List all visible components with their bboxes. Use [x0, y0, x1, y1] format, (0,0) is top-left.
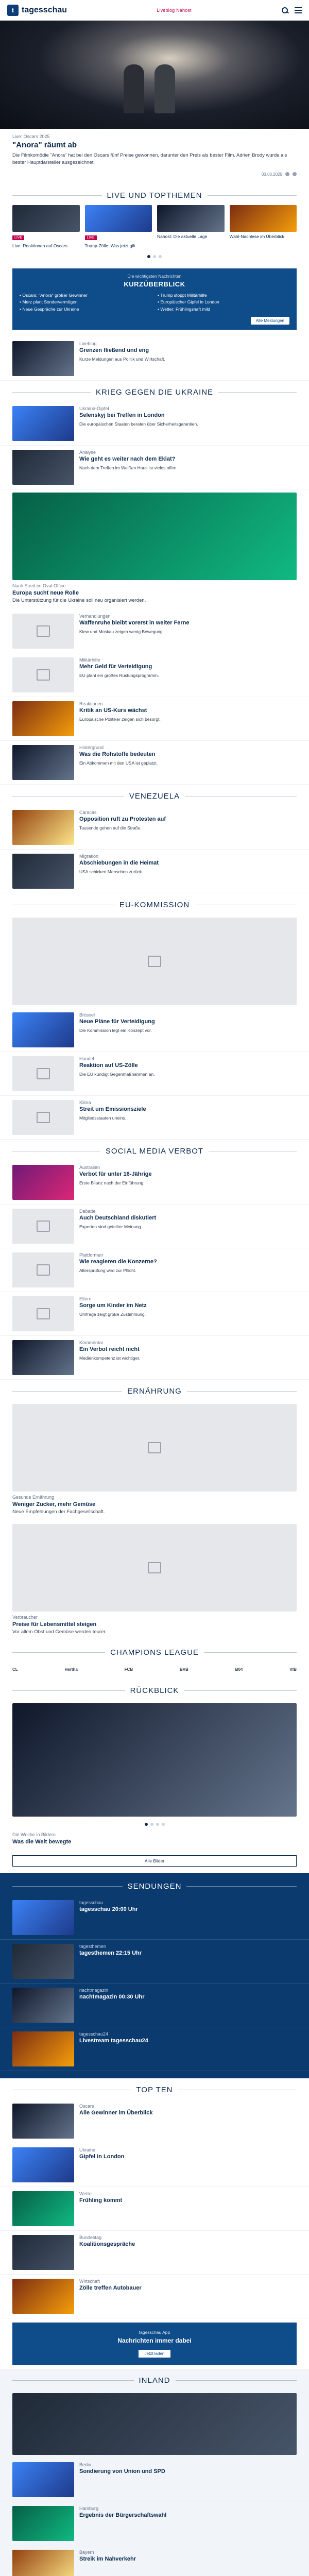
broadcast-thumbnail: [12, 1944, 74, 1979]
club-logo[interactable]: FCB: [124, 1667, 133, 1672]
image-placeholder-icon: [12, 614, 74, 649]
article-topline: Berlin: [79, 2462, 92, 2468]
article-topline: Caracas: [79, 810, 97, 816]
hero-teaser: Die Filmkomödie "Anora" hat bei den Oscars fünf Preise gewonnen, darunter den Preis als bester Film. Adrien Brody wurde als bester Hauptdarsteller ausgezeichnet.: [12, 152, 287, 166]
article-item[interactable]: [0, 1052, 309, 1096]
live-carousel: [0, 205, 309, 252]
club-logos: [0, 1662, 309, 1679]
article-headline[interactable]: Auch Deutschland diskutiert: [79, 1215, 157, 1222]
hero-topline: Live: Oscars 2025: [12, 134, 50, 139]
article-teaser: Altersprüfung wird zur Pflicht.: [79, 1268, 136, 1274]
article-headline[interactable]: Sondierung von Union und SPD: [79, 2468, 165, 2475]
image-placeholder-icon: [12, 1524, 297, 1612]
article-headline[interactable]: Was die Rohstoffe bedeuten: [79, 751, 156, 758]
app-promo-box: [12, 2323, 297, 2365]
article-headline[interactable]: Abschiebungen in die Heimat: [79, 860, 159, 867]
featured-article[interactable]: [0, 1615, 309, 1641]
article-item[interactable]: [0, 446, 309, 489]
bookmark-icon[interactable]: [293, 172, 297, 176]
live-card-image: [12, 205, 80, 232]
article-topline: Verbraucher: [12, 1615, 38, 1620]
featured-article[interactable]: [0, 583, 309, 609]
top-topline: Oscars: [79, 2104, 94, 2109]
club-logo[interactable]: VfB: [289, 1667, 297, 1672]
article-teaser: Kiew und Moskau zeigen wenig Bewegung.: [79, 629, 164, 635]
top-navigation-bar: [0, 0, 309, 21]
article-item[interactable]: [0, 653, 309, 697]
hero-date: 03.03.2025: [261, 172, 282, 177]
article-item[interactable]: [0, 1205, 309, 1248]
section-rueckblick: [0, 1679, 309, 1700]
top-thumbnail: [12, 2279, 74, 2314]
article-item[interactable]: [0, 337, 309, 381]
broadcast-topline: tagesschau: [79, 1900, 104, 1906]
logo-text: tagesschau: [22, 5, 67, 14]
top-topline: Wetter: [79, 2191, 93, 2197]
section-title: SENDUNGEN: [127, 1882, 182, 1891]
broadcast-title[interactable]: Livestream tagesschau24: [79, 2038, 148, 2044]
article-headline[interactable]: Opposition ruft zu Protesten auf: [79, 816, 166, 823]
article-teaser: Die europäischen Staaten beraten über Sicherheitsgarantien.: [79, 421, 198, 427]
article-item[interactable]: [0, 1292, 309, 1336]
broadcast-topline: nachtmagazin: [79, 1988, 109, 1993]
article-headline[interactable]: Weniger Zucker, mehr Gemüse: [12, 1501, 96, 1508]
logo-mark: t: [7, 5, 19, 16]
kurz-item[interactable]: • Oscars: "Anora" großer Gewinner: [20, 292, 151, 299]
article-item[interactable]: [0, 741, 309, 785]
article-headline[interactable]: Mehr Geld für Verteidigung: [79, 664, 152, 670]
kurz-item[interactable]: • Trump stoppt Militärhilfe: [158, 292, 289, 299]
club-logo[interactable]: CL: [12, 1667, 18, 1672]
live-card[interactable]: [12, 205, 80, 249]
article-headline[interactable]: Sorge um Kinder im Netz: [79, 1302, 147, 1309]
kurz-title: KURZÜBERBLICK: [124, 280, 185, 288]
article-teaser: Die Kommission legt ein Konzept vor.: [79, 1028, 152, 1033]
top-headline[interactable]: Frühling kommt: [79, 2197, 123, 2204]
live-card-image: [85, 205, 152, 232]
article-teaser: Kurze Meldungen aus Politik und Wirtschaft.: [79, 357, 165, 362]
featured-image[interactable]: [12, 2393, 297, 2455]
top-headline[interactable]: Zölle treffen Autobauer: [79, 2285, 142, 2292]
broadcast-topline: tagesthemen: [79, 1944, 107, 1950]
article-topline: Plattformen: [79, 1252, 104, 1258]
top-headline[interactable]: Alle Gewinner im Überblick: [79, 2110, 153, 2116]
broadcast-item[interactable]: [0, 1896, 309, 1940]
article-thumbnail: [12, 854, 74, 889]
article-topline: Militärhilfe: [79, 657, 100, 663]
section-title: ERNÄHRUNG: [127, 1387, 182, 1396]
article-topline: Reaktionen: [79, 701, 103, 707]
article-thumbnail: [12, 450, 74, 485]
article-teaser: Mitgliedsstaaten uneins.: [79, 1115, 127, 1121]
section-sendungen: [0, 1873, 309, 2078]
kurz-item[interactable]: • Neue Gespräche zur Ukraine: [20, 306, 151, 313]
article-teaser: Nach dem Treffen im Weißen Haus ist vieles offen.: [79, 465, 178, 471]
article-headline[interactable]: Wie geht es weiter nach dem Eklat?: [79, 456, 176, 463]
article-topline: Kommentar: [79, 1340, 104, 1346]
article-item[interactable]: [0, 1336, 309, 1380]
menu-icon[interactable]: [295, 7, 302, 13]
hero-image[interactable]: [0, 21, 309, 129]
article-thumbnail: [12, 1012, 74, 1047]
featured-article[interactable]: [0, 1495, 309, 1521]
article-teaser: Die EU kündigt Gegenmaßnahmen an.: [79, 1072, 155, 1077]
broadcast-item[interactable]: [0, 2027, 309, 2071]
section-title: KRIEG GEGEN DIE UKRAINE: [95, 388, 214, 397]
kurz-item[interactable]: • Merz plant Sondervermögen: [20, 299, 151, 306]
article-thumbnail: [12, 745, 74, 780]
article-headline[interactable]: Preise für Lebensmittel steigen: [12, 1621, 97, 1628]
article-item[interactable]: [0, 2502, 309, 2546]
top-item[interactable]: [0, 2143, 309, 2187]
article-item[interactable]: [0, 697, 309, 741]
article-thumbnail: [12, 810, 74, 845]
broadcast-title[interactable]: tagesthemen 22:15 Uhr: [79, 1950, 142, 1957]
broadcast-item[interactable]: [0, 1984, 309, 2027]
article-item[interactable]: [0, 402, 309, 446]
broadcast-thumbnail: [12, 1900, 74, 1935]
kurz-kicker: Die wichtigsten Nachrichten: [127, 273, 182, 279]
article-item[interactable]: [0, 2458, 309, 2502]
article-topline: Bayern: [79, 2550, 94, 2555]
broadcast-thumbnail: [12, 2031, 74, 2066]
image-placeholder-icon: [12, 1252, 74, 1287]
image-placeholder-icon: [12, 1056, 74, 1091]
club-logo[interactable]: Hertha: [64, 1667, 78, 1672]
article-thumbnail: [12, 1165, 74, 1200]
all-news-button[interactable]: Alle Meldungen: [251, 317, 289, 325]
top-topline: Ukraine: [79, 2147, 96, 2153]
article-topline: Klima: [79, 1100, 91, 1106]
image-placeholder-icon: [12, 657, 74, 692]
article-teaser: Umfrage zeigt große Zustimmung.: [79, 1312, 146, 1317]
gallery-pager[interactable]: [0, 1820, 309, 1832]
section-social: [0, 1140, 309, 1161]
top-thumbnail: [12, 2104, 74, 2139]
article-headline[interactable]: Reaktion auf US-Zölle: [79, 1062, 138, 1069]
live-card[interactable]: [85, 205, 152, 249]
live-card-caption: Live: Reaktionen auf Oscars: [12, 243, 67, 248]
article-headline[interactable]: Kritik an US-Kurs wächst: [79, 707, 147, 714]
live-card-image: [230, 205, 297, 232]
top-item[interactable]: [0, 2275, 309, 2318]
article-headline[interactable]: Streik im Nahverkehr: [79, 2556, 136, 2563]
article-item[interactable]: [0, 1008, 309, 1052]
gallery-topline: Die Woche in Bildern: [12, 1832, 56, 1838]
top-headline[interactable]: Gipfel in London: [79, 2154, 125, 2160]
article-teaser: Europäische Politiker zeigen sich besorgt.: [79, 717, 161, 722]
article-topline: Hintergrund: [79, 745, 104, 751]
section-title: SOCIAL MEDIA VERBOT: [105, 1147, 204, 1156]
article-thumbnail: [12, 2550, 74, 2576]
section-title: INLAND: [139, 2376, 170, 2385]
article-item[interactable]: [0, 850, 309, 893]
club-logo[interactable]: B04: [235, 1667, 243, 1672]
article-headline[interactable]: Ergebnis der Bürgerschaftswahl: [79, 2512, 167, 2519]
article-topline: Verhandlungen: [79, 614, 111, 619]
article-topline: Nach Streit im Oval Office: [12, 583, 66, 589]
promo-kicker: tagesschau App: [139, 2330, 170, 2335]
broadcast-title[interactable]: nachtmagazin 00:30 Uhr: [79, 1994, 145, 2001]
image-placeholder-icon: [12, 1404, 297, 1492]
carousel-pager[interactable]: [0, 252, 309, 264]
section-ukraine: [0, 381, 309, 402]
article-headline[interactable]: Europa sucht neue Rolle: [12, 590, 79, 597]
article-teaser: Vor allem Obst und Gemüse werden teurer.: [12, 1629, 107, 1635]
kurz-item[interactable]: • Wetter: Frühlingshaft mild: [158, 306, 289, 313]
top-thumbnail: [12, 2235, 74, 2270]
article-thumbnail: [12, 341, 74, 376]
article-headline[interactable]: Grenzen fließend und eng: [79, 347, 149, 354]
article-teaser: Tausende gehen auf die Straße.: [79, 825, 142, 831]
article-topline: Debatte: [79, 1209, 96, 1214]
article-teaser: USA schicken Menschen zurück.: [79, 869, 143, 875]
article-topline: Ukraine-Gipfel: [79, 406, 109, 412]
broadcast-thumbnail: [12, 1988, 74, 2023]
kurzueberblick-box: [12, 268, 297, 330]
hero-meta-bar: [0, 169, 309, 184]
top-topline: Bundestag: [79, 2235, 102, 2241]
live-badge: LIVE: [85, 235, 97, 240]
article-thumbnail: [12, 1340, 74, 1375]
article-teaser: Neue Empfehlungen der Fachgesellschaft.: [12, 1509, 105, 1515]
article-item[interactable]: [0, 1161, 309, 1205]
article-thumbnail: [12, 406, 74, 441]
top-thumbnail: [12, 2147, 74, 2182]
article-teaser: Erste Bilanz nach der Einführung.: [79, 1180, 145, 1186]
section-title: LIVE UND TOPTHEMEN: [107, 191, 202, 200]
article-headline[interactable]: Selenskyj bei Treffen in London: [79, 412, 165, 419]
live-badge: LIVE: [12, 235, 24, 240]
article-topline: Brüssel: [79, 1012, 95, 1018]
article-thumbnail: [12, 2506, 74, 2541]
top-headline[interactable]: Koalitionsgespräche: [79, 2241, 135, 2248]
hero-headline[interactable]: "Anora" räumt ab: [12, 141, 77, 149]
live-card-caption: Trump-Zölle: Was jetzt gilt: [84, 243, 135, 248]
article-topline: Hamburg: [79, 2506, 99, 2512]
live-card-image: [157, 205, 225, 232]
article-item[interactable]: [0, 609, 309, 653]
tagesschau-logo[interactable]: [7, 5, 67, 16]
article-thumbnail: [12, 2462, 74, 2497]
section-ernaehrung: [0, 1380, 309, 1401]
article-headline[interactable]: Ein Verbot reicht nicht: [79, 1346, 140, 1353]
section-venezuela: [0, 785, 309, 806]
article-topline: Australien: [79, 1165, 100, 1171]
article-topline: Migration: [79, 854, 99, 859]
featured-image[interactable]: [12, 493, 297, 580]
section-champions: [0, 1641, 309, 1662]
hero-article[interactable]: [0, 129, 309, 169]
article-teaser: Medienkompetenz ist wichtiger.: [79, 1355, 141, 1361]
top-thumbnail: [12, 2191, 74, 2226]
section-title: RÜCKBLICK: [130, 1686, 179, 1696]
image-placeholder-icon: [12, 918, 297, 1005]
gallery-headline[interactable]: Was die Welt bewegte: [12, 1839, 72, 1845]
article-topline: Gesunde Ernährung: [12, 1495, 55, 1500]
promo-button[interactable]: Jetzt laden: [139, 2350, 171, 2358]
article-thumbnail: [12, 701, 74, 736]
search-icon[interactable]: [281, 7, 288, 14]
article-item[interactable]: [0, 806, 309, 850]
article-item[interactable]: [0, 1096, 309, 1140]
article-teaser: Experten sind geteilter Meinung.: [79, 1224, 142, 1230]
breaking-link[interactable]: Liveblog Nahost: [157, 7, 192, 13]
top-item[interactable]: [0, 2187, 309, 2231]
top-item[interactable]: [0, 2099, 309, 2143]
article-teaser: EU plant ein großes Rüstungsprogramm.: [79, 673, 159, 679]
article-teaser: Die Unterstützung für die Ukraine soll neu organisiert werden.: [12, 598, 146, 604]
promo-headline: Nachrichten immer dabei: [117, 2337, 192, 2345]
article-teaser: Ein Abkommen mit den USA ist geplatzt.: [79, 760, 158, 766]
article-topline: Analyse: [79, 450, 96, 455]
gallery-meta: [0, 1832, 309, 1851]
top-item[interactable]: [0, 2231, 309, 2275]
all-images-button[interactable]: Alle Bilder: [12, 1855, 297, 1867]
article-headline[interactable]: Streit um Emissionsziele: [79, 1106, 146, 1113]
article-topline: Eltern: [79, 1296, 92, 1302]
article-headline[interactable]: Waffenruhe bleibt vorerst in weiter Ferne: [79, 620, 190, 626]
section-title: VENEZUELA: [129, 792, 180, 801]
top-topline: Wirtschaft: [79, 2279, 100, 2284]
section-top10: [0, 2078, 309, 2099]
share-icon[interactable]: [285, 172, 289, 176]
image-placeholder-icon: [12, 1100, 74, 1135]
section-title: CHAMPIONS LEAGUE: [110, 1648, 199, 1657]
kurz-item[interactable]: • Europäischer Gipfel in London: [158, 299, 289, 306]
section-live: [0, 184, 309, 205]
gallery-image[interactable]: [12, 1703, 297, 1817]
broadcast-item[interactable]: [0, 1940, 309, 1984]
article-headline[interactable]: Verbot für unter 16-Jährige: [79, 1171, 152, 1178]
image-placeholder-icon: [12, 1296, 74, 1331]
live-card-caption: Nahost: Die aktuelle Lage: [157, 233, 208, 239]
broadcast-title[interactable]: tagesschau 20:00 Uhr: [79, 1906, 138, 1913]
live-card-caption: Wahl-Nachlese im Überblick: [229, 233, 284, 239]
section-eu: [0, 893, 309, 914]
article-item[interactable]: [0, 2546, 309, 2576]
broadcast-topline: tagesschau24: [79, 2031, 109, 2037]
image-placeholder-icon: [12, 1209, 74, 1244]
section-inland: [0, 2369, 309, 2576]
article-headline[interactable]: Neue Pläne für Verteidigung: [79, 1019, 155, 1025]
club-logo[interactable]: BVB: [179, 1667, 188, 1672]
live-card[interactable]: [230, 205, 297, 249]
live-card[interactable]: [157, 205, 225, 249]
section-title: EU-KOMMISSION: [119, 901, 190, 910]
article-topline: Liveblog: [79, 341, 97, 347]
section-title: TOP TEN: [136, 2086, 173, 2095]
article-headline[interactable]: Wie reagieren die Konzerne?: [79, 1259, 157, 1265]
article-item[interactable]: [0, 1248, 309, 1292]
article-topline: Handel: [79, 1056, 94, 1062]
